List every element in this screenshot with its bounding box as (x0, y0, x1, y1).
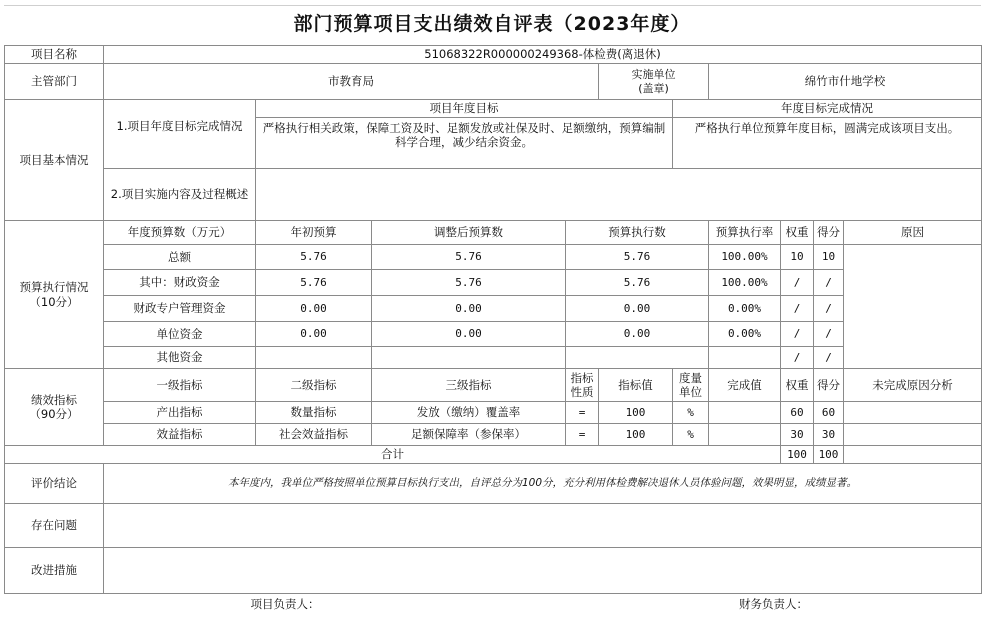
project-name-label: 项目名称 (5, 46, 104, 64)
item1-label-top (104, 100, 256, 119)
budget-rate: 0.00% (709, 296, 781, 322)
perf-value: 100 (599, 424, 673, 446)
perf-header-done: 完成值 (709, 369, 781, 402)
row-issues (5, 504, 982, 548)
budget-weight: / (781, 296, 814, 322)
budget-rate: 0.00% (709, 322, 781, 347)
budget-row-label: 财政专户管理资金 (104, 296, 256, 322)
item1-completion: 严格执行单位预算年度目标，圆满完成该项目支出。 (673, 118, 982, 169)
page-title: 部门预算项目支出绩效自评表（2023年度） (293, 12, 691, 35)
budget-executed: 0.00 (566, 322, 709, 347)
perf-header-l1: 一级指标 (104, 369, 256, 402)
budget-header-reason: 原因 (844, 221, 982, 245)
budget-initial (256, 347, 372, 369)
perf-analysis (844, 424, 982, 446)
item1-label: 1.项目年度目标完成情况 (104, 119, 256, 169)
perf-unit: % (673, 424, 709, 446)
row-conclusion (5, 464, 982, 504)
budget-adjusted: 5.76 (372, 245, 566, 270)
perf-section-label: 绩效指标 （90分） (5, 369, 104, 446)
budget-header-weight: 权重 (781, 221, 814, 245)
budget-initial: 5.76 (256, 270, 372, 296)
perf-header-score: 得分 (814, 369, 844, 402)
budget-executed: 0.00 (566, 296, 709, 322)
budget-initial: 5.76 (256, 245, 372, 270)
budget-score: / (814, 296, 844, 322)
conclusion-text: 本年度内，我单位严格按照单位预算目标执行支出，自评总分为100分，充分利用体检费解决退休人员体验问题，效果明显，成绩显著。 (104, 464, 982, 504)
impl-unit-label: 实施单位 (盖章) (599, 64, 709, 100)
row-basic-header (5, 100, 982, 118)
perf-l1: 产出指标 (104, 402, 256, 424)
row-perf-header (5, 369, 982, 402)
finance-owner-label: 财务负责人： (566, 594, 982, 614)
perf-weight: 30 (781, 424, 814, 446)
issues-text (104, 504, 982, 548)
budget-rate: 100.00% (709, 270, 781, 296)
total-score: 100 (814, 446, 844, 464)
budget-section-label: 预算执行情况 （10分） (5, 221, 104, 369)
project-name-value: 51068322R000000249368-体检费(离退休) (104, 46, 982, 64)
evaluation-sheet (4, 45, 982, 614)
item2-content (256, 169, 982, 221)
row-measures (5, 548, 982, 594)
annual-goal-header: 项目年度目标 (256, 100, 673, 118)
perf-header-weight: 权重 (781, 369, 814, 402)
budget-row (5, 270, 982, 296)
budget-header-initial: 年初预算 (256, 221, 372, 245)
conclusion-label: 评价结论 (5, 464, 104, 504)
budget-row-label: 其他资金 (104, 347, 256, 369)
perf-l2: 社会效益指标 (256, 424, 372, 446)
perf-nature: = (566, 424, 599, 446)
budget-header-adjusted: 调整后预算数 (372, 221, 566, 245)
budget-initial: 0.00 (256, 322, 372, 347)
budget-executed: 5.76 (566, 270, 709, 296)
item1-goal: 严格执行相关政策，保障工资及时、足额发放或社保及时、足额缴纳，预算编制科学合理，减少结余资金。 (256, 118, 673, 169)
budget-weight: / (781, 322, 814, 347)
perf-header-nature: 指标 性质 (566, 369, 599, 402)
item2-label: 2.项目实施内容及过程概述 (104, 169, 256, 221)
issues-label: 存在问题 (5, 504, 104, 548)
total-weight: 100 (781, 446, 814, 464)
project-owner-label: 项目负责人： (5, 594, 566, 614)
perf-nature: = (566, 402, 599, 424)
perf-score: 60 (814, 402, 844, 424)
budget-row (5, 347, 982, 369)
perf-weight: 60 (781, 402, 814, 424)
budget-header-score: 得分 (814, 221, 844, 245)
perf-l1: 效益指标 (104, 424, 256, 446)
perf-score: 30 (814, 424, 844, 446)
budget-adjusted: 5.76 (372, 270, 566, 296)
budget-row (5, 322, 982, 347)
perf-l3: 足额保障率（参保率） (372, 424, 566, 446)
budget-row-label: 其中：财政资金 (104, 270, 256, 296)
perf-header-analysis: 未完成原因分析 (844, 369, 982, 402)
perf-header-value: 指标值 (599, 369, 673, 402)
row-department (5, 64, 982, 100)
perf-done (709, 402, 781, 424)
perf-l2: 数量指标 (256, 402, 372, 424)
budget-header-rate: 预算执行率 (709, 221, 781, 245)
budget-score: / (814, 322, 844, 347)
budget-score: 10 (814, 245, 844, 270)
budget-header-executed: 预算执行数 (566, 221, 709, 245)
budget-rate: 100.00% (709, 245, 781, 270)
dept-label: 主管部门 (5, 64, 104, 100)
budget-adjusted: 0.00 (372, 322, 566, 347)
budget-header-label: 年度预算数（万元） (104, 221, 256, 245)
perf-done (709, 424, 781, 446)
row-signatures (5, 594, 982, 614)
budget-executed: 5.76 (566, 245, 709, 270)
row-budget-header (5, 221, 982, 245)
budget-score: / (814, 270, 844, 296)
budget-score: / (814, 347, 844, 369)
budget-rate (709, 347, 781, 369)
row-item2 (5, 169, 982, 221)
perf-l3: 发放（缴纳）覆盖率 (372, 402, 566, 424)
row-project-name (5, 46, 982, 64)
budget-row (5, 245, 982, 270)
budget-executed (566, 347, 709, 369)
budget-adjusted (372, 347, 566, 369)
budget-weight: 10 (781, 245, 814, 270)
budget-weight: / (781, 347, 814, 369)
budget-row-label: 单位资金 (104, 322, 256, 347)
perf-header-l2: 二级指标 (256, 369, 372, 402)
perf-value: 100 (599, 402, 673, 424)
total-analysis (844, 446, 982, 464)
measures-label: 改进措施 (5, 548, 104, 594)
impl-unit-value: 绵竹市什地学校 (709, 64, 982, 100)
perf-unit: % (673, 402, 709, 424)
perf-row (5, 424, 982, 446)
perf-header-unit: 度量 单位 (673, 369, 709, 402)
dept-value: 市教育局 (104, 64, 599, 100)
row-total (5, 446, 982, 464)
perf-header-l3: 三级指标 (372, 369, 566, 402)
basic-section-label: 项目基本情况 (5, 100, 104, 221)
budget-row-label: 总额 (104, 245, 256, 270)
perf-row (5, 402, 982, 424)
completion-header: 年度目标完成情况 (673, 100, 982, 118)
budget-initial: 0.00 (256, 296, 372, 322)
measures-text (104, 548, 982, 594)
perf-analysis (844, 402, 982, 424)
budget-weight: / (781, 270, 814, 296)
total-label: 合计 (5, 446, 781, 464)
budget-reason (844, 245, 982, 369)
budget-adjusted: 0.00 (372, 296, 566, 322)
budget-row (5, 296, 982, 322)
